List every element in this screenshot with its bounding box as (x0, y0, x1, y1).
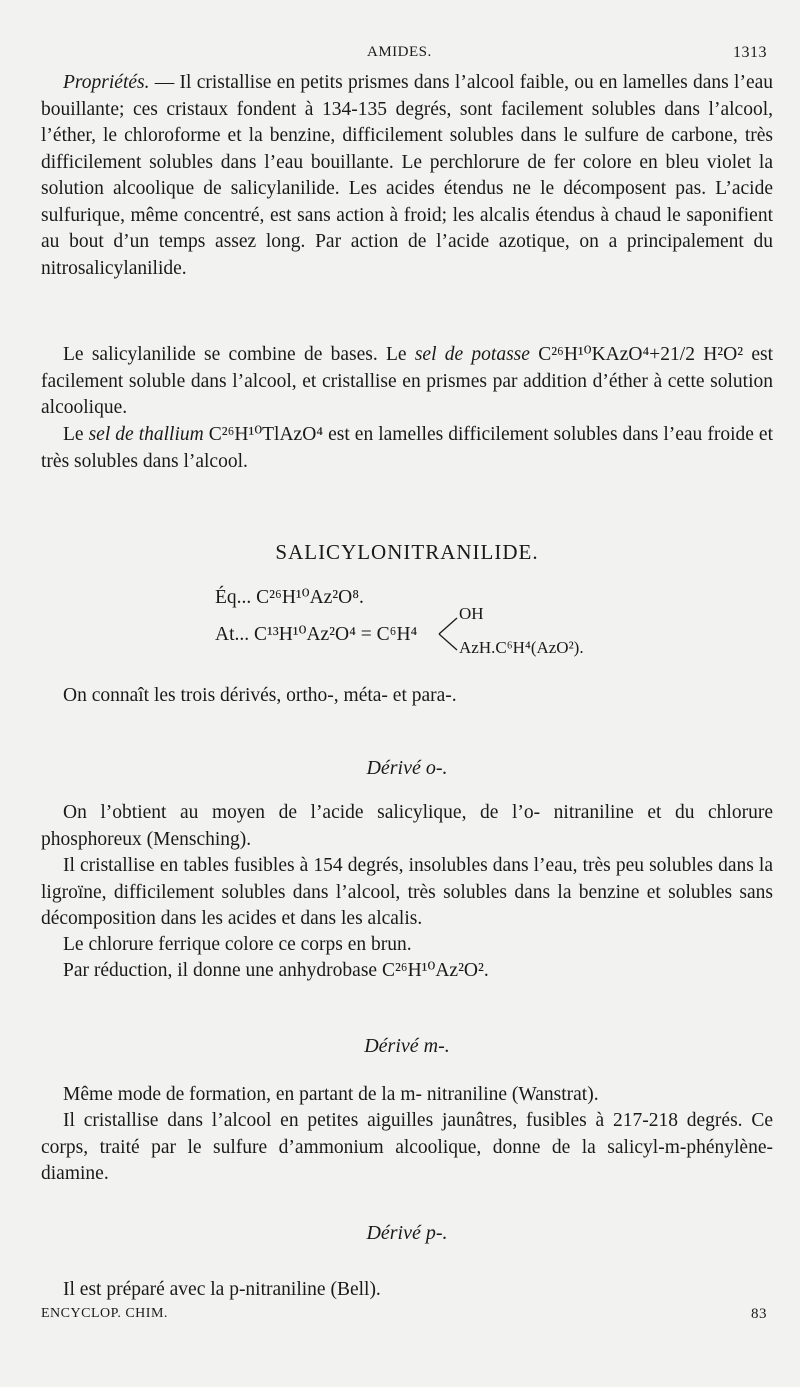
paragraph-o-obtention: On l’obtient au moyen de l’acide salicylique, de l’o- nitraniline et du chlorure phosphoreux (Mensching). (41, 802, 773, 850)
formula-branch-bottom: AzH.C⁶H⁴(AzO²). (459, 638, 584, 657)
italic-term: sel de thallium (88, 424, 204, 445)
formula-branch-top: OH (459, 604, 484, 623)
running-header (41, 44, 773, 68)
text-run: est facilement soluble dans l’alcool, et cristallise en prismes par addition d’éther à cette solution alcoolique. (41, 344, 773, 418)
chemical-formula: C²⁶H¹⁰TlAzO⁴ (208, 424, 324, 445)
subtitle-derive-p: Dérivé p-. (366, 1222, 448, 1244)
text-run: est en lamelles difficilement solubles dans l’eau froide et très solubles dans l’alcool. (41, 424, 773, 472)
header-title: AMIDES. (367, 44, 432, 60)
paragraph-o-reduction: Par réduction, il donne une anhydrobase C²⁶H¹⁰Az²O². (63, 960, 489, 981)
paragraph-sel-potasse (41, 342, 773, 422)
paragraph-o-proprietes: Il cristallise en tables fusibles à 154 degrés, insolubles dans l’eau, très peu solubles dans la ligroïne, difficilement solubles dans l’alcool, très solubles dans la benzine et solubles sans décomposition dans les acides et dans les alcalis. (41, 855, 773, 929)
formula-eq (215, 585, 364, 609)
paragraph-m-formation: Même mode de formation, en partant de la m- nitraniline (Wanstrat). (63, 1084, 599, 1105)
section-title: SALICYLONITRANILIDE. (275, 540, 539, 564)
formula-at-value: C¹³H¹⁰Az²O⁴ = C⁶H⁴ (254, 624, 418, 645)
paragraph-derives: On connaît les trois dérivés, ortho-, méta- et para-. (63, 685, 457, 706)
paragraph-m-proprietes: Il cristallise dans l’alcool en petites aiguilles jaunâtres, fusibles à 217-218 degrés. Ce corps, traité par le sulfure d’ammonium alcoolique, donne de la salicyl-m-phénylène-diamine. (41, 1110, 773, 1184)
footer-signature: 83 (751, 1306, 767, 1322)
page (41, 0, 773, 1387)
text-run: Le (63, 424, 89, 445)
subtitle-derive-m: Dérivé m-. (364, 1035, 450, 1057)
formula-at (215, 622, 417, 646)
formula-eq-value: C²⁶H¹⁰Az²O⁸. (256, 587, 364, 608)
paragraph-o-chlorure: Le chlorure ferrique colore ce corps en brun. (63, 934, 412, 955)
proprietes-text: — Il cristallise en petits prismes dans l’alcool faible, ou en lamelles dans l’eau bouillante; ces cristaux fondent à 134-135 degrés, sont facilement solubles dans l’alcool, l’éther, le chloroforme et la benzine, difficilement solubles dans le sulfure de carbone, très difficilement solubles dans l’eau bouillante. Le perchlorure de fer colore en bleu violet la solution alcoolique de salicylanilide. Les acides étendus ne le décomposent pas. L’acide sulfurique, même concentré, est sans action à froid; les alcalis étendus à chaud le saponifient au bout d’un temps assez long. Par action de l’acide azotique, on a principalement du nitrosalicylanilide. (41, 72, 773, 279)
page-number: 1313 (733, 44, 767, 61)
chemical-formula: C²⁶H¹⁰KAzO⁴+21/2 H²O² (538, 344, 744, 365)
footer-series: ENCYCLOP. CHIM. (41, 1306, 168, 1321)
paragraph-p-preparation: Il est préparé avec la p-nitraniline (Bell). (63, 1279, 381, 1300)
proprietes-label: Propriétés. (63, 72, 150, 93)
italic-term: sel de potasse (414, 344, 530, 365)
paragraph-proprietes (41, 70, 773, 282)
subtitle-derive-o: Dérivé o-. (366, 757, 448, 779)
formula-eq-label: Éq... (215, 587, 252, 608)
formula-at-label: At... (215, 624, 250, 645)
page-footer (41, 1306, 773, 1322)
paragraph-sel-thallium (41, 422, 773, 475)
text-run: Le salicylanilide se combine de bases. Le (63, 344, 415, 365)
